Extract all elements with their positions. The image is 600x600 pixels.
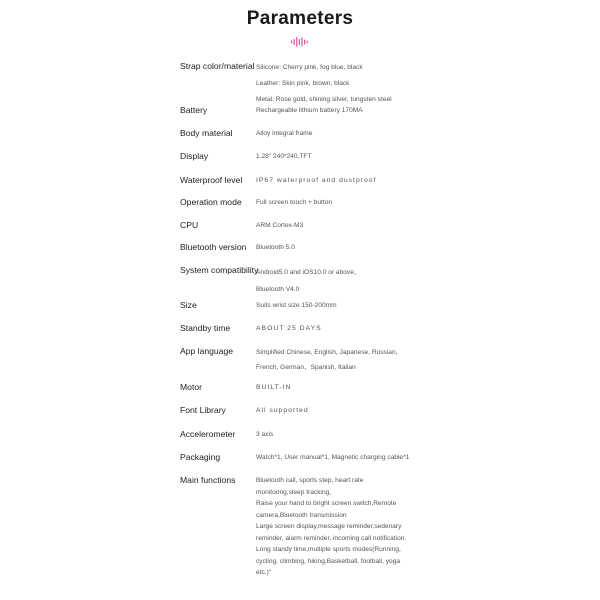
param-value-line: camera,Bluetooth transmission <box>256 511 347 519</box>
param-value <box>256 265 431 299</box>
param-value <box>256 242 431 254</box>
param-value-line: Bluetooth V4.0 <box>256 286 300 293</box>
param-value <box>256 197 431 209</box>
param-value-line: Watch*1, User manual*1, Magnetic charging cable*1 <box>256 454 410 461</box>
param-value-line: Long standy time,multiple sports modes(Running, <box>256 546 401 553</box>
param-value-line: monitoring,sleep tracking, <box>256 488 332 496</box>
wave-bar <box>307 41 308 44</box>
sound-wave-icon <box>290 36 310 48</box>
param-value <box>256 105 431 117</box>
param-label: CPU <box>180 220 199 230</box>
param-label: Body material <box>180 128 233 138</box>
param-value <box>256 61 431 109</box>
param-value-line: BUILT-IN <box>256 384 292 391</box>
param-value-line: Android5.0 and iOS10.0 or above、 <box>256 269 361 276</box>
param-value <box>256 405 431 417</box>
param-label: Waterproof level <box>180 175 243 185</box>
param-label: Motor <box>180 382 202 392</box>
param-value-line: All supported <box>256 407 309 414</box>
wave-bar <box>304 40 305 45</box>
param-value <box>256 346 431 376</box>
param-label: Font Library <box>180 405 226 415</box>
param-label: Strap color/material <box>180 61 255 71</box>
param-value <box>256 220 431 232</box>
param-value-line: 1.28" 240*240,TFT <box>256 153 312 160</box>
param-label: Bluetooth version <box>180 242 247 252</box>
param-value-line: Rechargeable lithium battery 170MA <box>256 107 363 114</box>
param-value-line: etc.)" <box>256 569 272 576</box>
param-label: Operation mode <box>180 197 242 207</box>
param-value <box>256 475 431 579</box>
param-label: Standby time <box>180 323 231 333</box>
wave-bar <box>301 38 302 47</box>
param-value-line: Bluetooth call, sports step, heart rate <box>256 477 364 484</box>
wave-bar <box>299 39 300 45</box>
wave-bar <box>294 39 295 45</box>
param-value-line: IP67 waterproof and dustproof <box>256 177 377 184</box>
param-value-line: French, German、Spanish, Italian <box>256 364 356 371</box>
param-label: Packaging <box>180 452 221 462</box>
param-value-line: Alloy integral frame <box>256 130 313 137</box>
param-value <box>256 151 431 163</box>
param-label: Main functions <box>180 475 236 485</box>
param-label: Display <box>180 151 209 161</box>
param-value <box>256 429 431 441</box>
param-value <box>256 323 431 335</box>
param-value <box>256 300 431 312</box>
param-label: Accelerometer <box>180 429 236 439</box>
param-value-line: Silicone: Cherry pink, fog blue, black <box>256 64 363 71</box>
param-label: Size <box>180 300 197 310</box>
param-value-line: Simplified Chinese, English, Japanese, Russian, <box>256 349 398 356</box>
param-value-line: Leather: Skin pink, brown, black <box>256 80 350 87</box>
param-value <box>256 452 431 464</box>
param-value-line: Large screen display,message reminder,sedenary <box>256 523 402 530</box>
param-value-line: Suits wrist size 150-200mm <box>256 302 337 309</box>
param-label: App language <box>180 346 234 356</box>
param-value <box>256 128 431 140</box>
param-value-line: Full screen touch + button <box>256 199 333 206</box>
param-value <box>256 382 431 394</box>
param-value-line: Metal: Rose gold, shining silver, tungsten steel <box>256 96 392 103</box>
page-title: Parameters <box>246 8 354 29</box>
param-value <box>256 175 431 187</box>
param-value-line: reminder, alarm reminder, incoming call notification. <box>256 534 407 542</box>
param-value-line: ABOUT 25 DAYS <box>256 325 322 332</box>
param-value-line: Raise your hand to bright screen switch,Remote <box>256 500 397 507</box>
wave-bar <box>291 41 292 44</box>
param-value-line: 3 axis <box>256 431 274 438</box>
param-label: System compatibility <box>180 265 259 275</box>
param-label: Battery <box>180 105 208 115</box>
param-value-line: ARM Cortex-M3 <box>256 222 304 229</box>
param-value-line: Bluetooth 5.0 <box>256 244 295 251</box>
wave-bar <box>296 37 297 47</box>
param-value-line: cycling, climbing, hiking,Basketball, football, yoga <box>256 557 401 565</box>
